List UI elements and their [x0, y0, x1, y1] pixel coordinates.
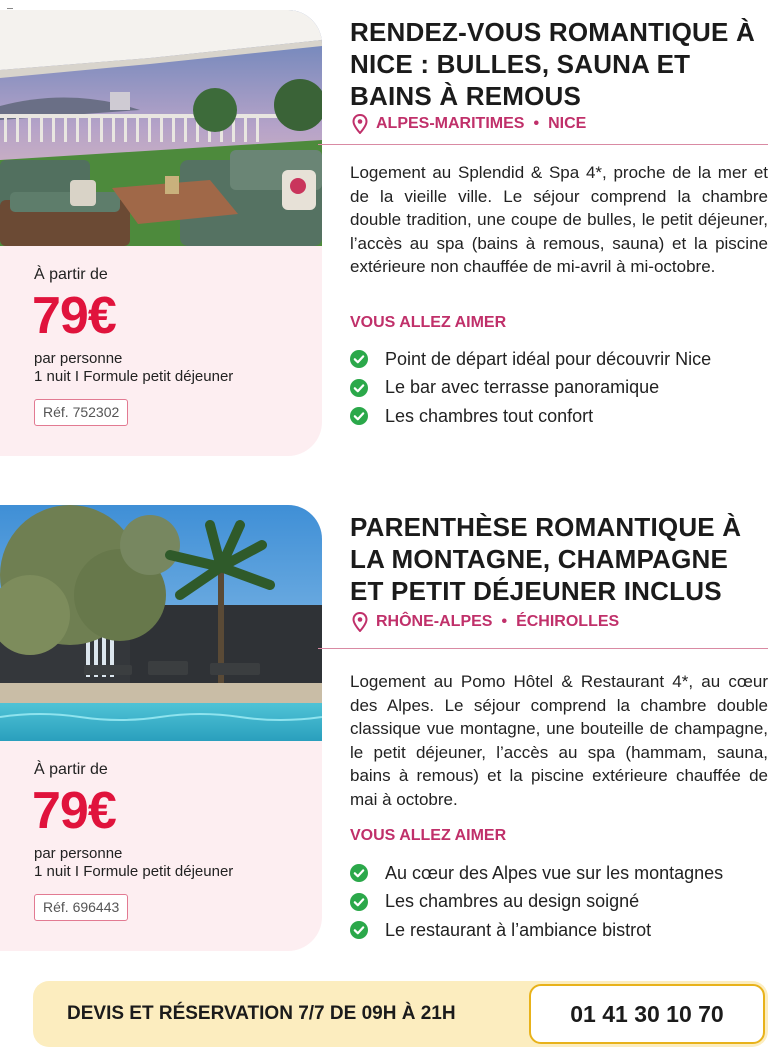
- check-circle-icon: [350, 864, 368, 882]
- section-divider: [318, 144, 768, 145]
- offer-location: [352, 611, 619, 633]
- list-item: [350, 859, 723, 888]
- reference-badge: Réf. 752302: [34, 399, 128, 426]
- list-item: [350, 916, 723, 945]
- price-per-person: par personne: [34, 350, 123, 367]
- offer-title: PARENTHÈSE ROMANTIQUE À LA MONTAGNE, CHAMPAGNE ET PETIT DÉJEUNER INCLUS: [350, 512, 742, 606]
- highlights-heading: VOUS ALLEZ AIMER: [350, 827, 507, 844]
- price-value: 79€: [32, 287, 116, 345]
- booking-hours-text: DEVIS ET RÉSERVATION 7/7 DE 09H À 21H: [67, 1003, 456, 1024]
- check-circle-icon: [350, 893, 368, 911]
- price-from-label: À partir de: [34, 266, 108, 283]
- highlights-list: [350, 345, 711, 431]
- check-circle-icon: [350, 379, 368, 397]
- map-pin-icon: [352, 114, 368, 134]
- price-from-label: À partir de: [34, 761, 108, 778]
- offer-description: Logement au Splendid & Spa 4*, proche de la mer et de la vieille ville. Le séjour comprend la chambre double tradition, une coupe de bulles, le petit déjeuner, l’accès au spa (bains à remous, sauna) et la piscine extérieure non chauffée de mi-avril à mi-octobre.: [350, 163, 768, 276]
- reference-badge: Réf. 696443: [34, 894, 128, 921]
- highlight-text: Au cœur des Alpes vue sur les montagnes: [385, 862, 724, 883]
- map-pin-icon: [352, 612, 368, 632]
- booking-banner: [33, 981, 768, 1047]
- check-circle-icon: [350, 350, 368, 368]
- offer-location: [352, 113, 586, 135]
- price-per-person: par personne: [34, 845, 123, 862]
- location-region: ALPES-MARITIMES: [376, 115, 525, 132]
- location-city: NICE: [548, 115, 587, 132]
- list-item: [350, 345, 711, 374]
- list-item: [350, 374, 711, 403]
- highlight-text: Les chambres au design soigné: [385, 891, 640, 912]
- list-item: [350, 402, 711, 431]
- phone-number-button[interactable]: 01 41 30 10 70: [529, 984, 765, 1044]
- offer-card-nice: [0, 10, 768, 460]
- price-value: 79€: [32, 782, 116, 840]
- hotel-pool-photo: [0, 505, 322, 741]
- location-separator: •: [533, 115, 540, 132]
- highlight-text: Les chambres tout confort: [385, 405, 594, 426]
- price-formula: 1 nuit I Formule petit déjeuner: [34, 863, 234, 880]
- section-divider: [318, 648, 768, 649]
- highlights-list: [350, 859, 723, 945]
- highlight-text: Le restaurant à l’ambiance bistrot: [385, 919, 652, 940]
- hotel-terrace-photo: [0, 10, 322, 246]
- list-item: [350, 888, 723, 917]
- highlight-text: Le bar avec terrasse panoramique: [385, 377, 660, 398]
- location-separator: •: [501, 613, 508, 630]
- offer-price-panel: [0, 10, 322, 456]
- offer-card-echirolles: [0, 505, 768, 955]
- price-formula: 1 nuit I Formule petit déjeuner: [34, 368, 234, 385]
- check-circle-icon: [350, 921, 368, 939]
- location-region: RHÔNE-ALPES: [376, 613, 493, 630]
- highlights-heading: VOUS ALLEZ AIMER: [350, 314, 507, 331]
- highlight-text: Point de départ idéal pour découvrir Nice: [385, 348, 712, 369]
- offer-description: Logement au Pomo Hôtel & Restaurant 4*, au cœur des Alpes. Le séjour comprend la chambre double classique vue montagne, une bouteille de champagne, le petit déjeuner, l’accès au spa (hammam, sauna, bains à remous) et la piscine extérieure chauffée de mai à octobre.: [350, 672, 768, 809]
- offer-price-panel: [0, 505, 322, 951]
- offer-title: RENDEZ-VOUS ROMANTIQUE À NICE : BULLES, SAUNA ET BAINS À REMOUS: [350, 17, 755, 111]
- location-city: ÉCHIROLLES: [516, 613, 620, 630]
- check-circle-icon: [350, 407, 368, 425]
